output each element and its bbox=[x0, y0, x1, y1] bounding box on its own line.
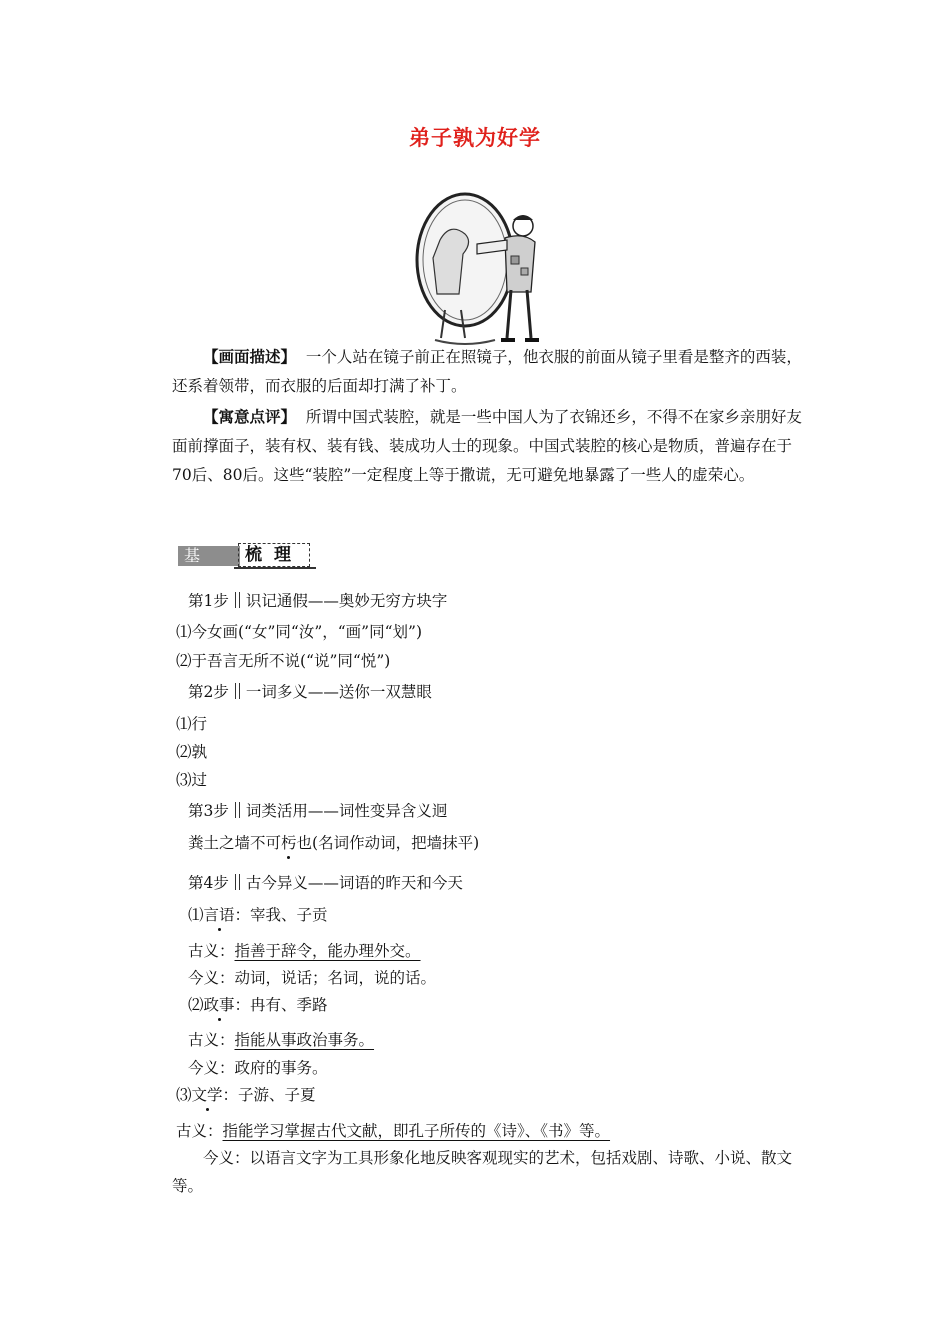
ancient-label: 古义： bbox=[188, 942, 235, 960]
term-number: ⑵ bbox=[188, 996, 204, 1014]
intro-section bbox=[172, 342, 807, 490]
term-number: ⑴ bbox=[188, 906, 204, 924]
list-item bbox=[188, 831, 479, 853]
modern-meaning: 今义：政府的事务。 bbox=[188, 1059, 328, 1077]
ancient-label: 古义： bbox=[188, 1031, 235, 1049]
banner-right: 梳理 bbox=[238, 543, 310, 567]
ancient-meaning bbox=[188, 1028, 374, 1050]
step-1-heading bbox=[188, 589, 447, 611]
emphasized-char: 杇 bbox=[281, 834, 297, 852]
ancient-meaning bbox=[176, 1119, 610, 1141]
step-label: 第1步 bbox=[188, 592, 229, 610]
step-divider bbox=[235, 592, 240, 608]
modern-meaning: 今义：以语言文字为工具形象化地反映客观现实的艺术，包括戏剧、诗歌、小说、散文等。 bbox=[172, 1149, 793, 1195]
step-divider bbox=[235, 874, 240, 890]
banner-left: 基础 bbox=[178, 546, 240, 566]
list-item: ⑶过 bbox=[176, 771, 208, 789]
description-text: 一个人站在镜子前正在照镜子，他衣服的前面从镜子里看是整齐的西装，还系着领带，而衣服的后面却打满了补丁。 bbox=[172, 348, 802, 395]
comment-text: 所谓中国式装腔，就是一些中国人为了衣锦还乡，不得不在家乡亲朋好友面前撑面子，装有权、装有钱、装成功人士的现象。中国式装腔的核心是物质，普遍存在于70后、80后。这些“装腔”一定程度上等于撒谎，无可避免地暴露了一些人的虚荣心。 bbox=[172, 408, 802, 484]
term-1 bbox=[188, 903, 328, 925]
description-heading: 【画面描述】 bbox=[203, 347, 297, 366]
step-4-heading bbox=[188, 871, 463, 893]
term-word: 言语 bbox=[203, 906, 235, 924]
step-title: 词类活用——词性变异含义迥 bbox=[245, 802, 448, 820]
step-title: 一词多义——送你一双慧眼 bbox=[245, 683, 432, 701]
step-label: 第3步 bbox=[188, 802, 229, 820]
list-item: ⑴今女画(“女”同“汝”，“画”同“划”) bbox=[176, 623, 422, 641]
ancient-label: 古义： bbox=[176, 1122, 223, 1140]
section-banner bbox=[178, 543, 312, 585]
comment-heading: 【寓意点评】 bbox=[203, 407, 297, 426]
step-divider bbox=[235, 683, 240, 699]
modern-meaning: 今义：动词，说话；名词，说的话。 bbox=[188, 969, 437, 987]
list-item: ⑵于吾言无所不说(“说”同“悦”) bbox=[176, 652, 391, 670]
ancient-text: 指善于辞令，能办理外交。 bbox=[234, 942, 421, 960]
ancient-text: 指能学习掌握古代文献，即孔子所传的《诗》、《书》等。 bbox=[222, 1122, 611, 1140]
list-item: ⑴行 bbox=[176, 715, 208, 733]
term-rest: ：冉有、季路 bbox=[234, 996, 328, 1014]
step-label: 第2步 bbox=[188, 683, 229, 701]
term-rest: ：宰我、子贡 bbox=[234, 906, 328, 924]
step-3-heading bbox=[188, 799, 447, 821]
term-number: ⑶ bbox=[176, 1086, 192, 1104]
sentence-part: 也(名词作动词，把墙抹平) bbox=[296, 834, 480, 852]
banner-underline bbox=[234, 567, 316, 569]
term-2 bbox=[188, 993, 328, 1015]
modern-meaning-block bbox=[172, 1144, 807, 1200]
step-divider bbox=[235, 802, 240, 818]
page-title: 弟子孰为好学 bbox=[409, 125, 541, 150]
sentence-part: 粪土之墙不可 bbox=[188, 834, 282, 852]
list-item: ⑵孰 bbox=[176, 743, 208, 761]
term-3 bbox=[176, 1083, 316, 1105]
step-title: 古今异义——词语的昨天和今天 bbox=[245, 874, 463, 892]
ancient-meaning bbox=[188, 939, 421, 961]
step-title: 识记通假——奥妙无穷方块字 bbox=[245, 592, 448, 610]
ancient-text: 指能从事政治事务。 bbox=[234, 1031, 375, 1049]
term-word: 政事 bbox=[203, 996, 235, 1014]
term-rest: ：子游、子夏 bbox=[222, 1086, 316, 1104]
term-word: 文学 bbox=[191, 1086, 223, 1104]
step-2-heading bbox=[188, 680, 432, 702]
mirror-cartoon-illustration bbox=[405, 190, 555, 352]
step-label: 第4步 bbox=[188, 874, 229, 892]
